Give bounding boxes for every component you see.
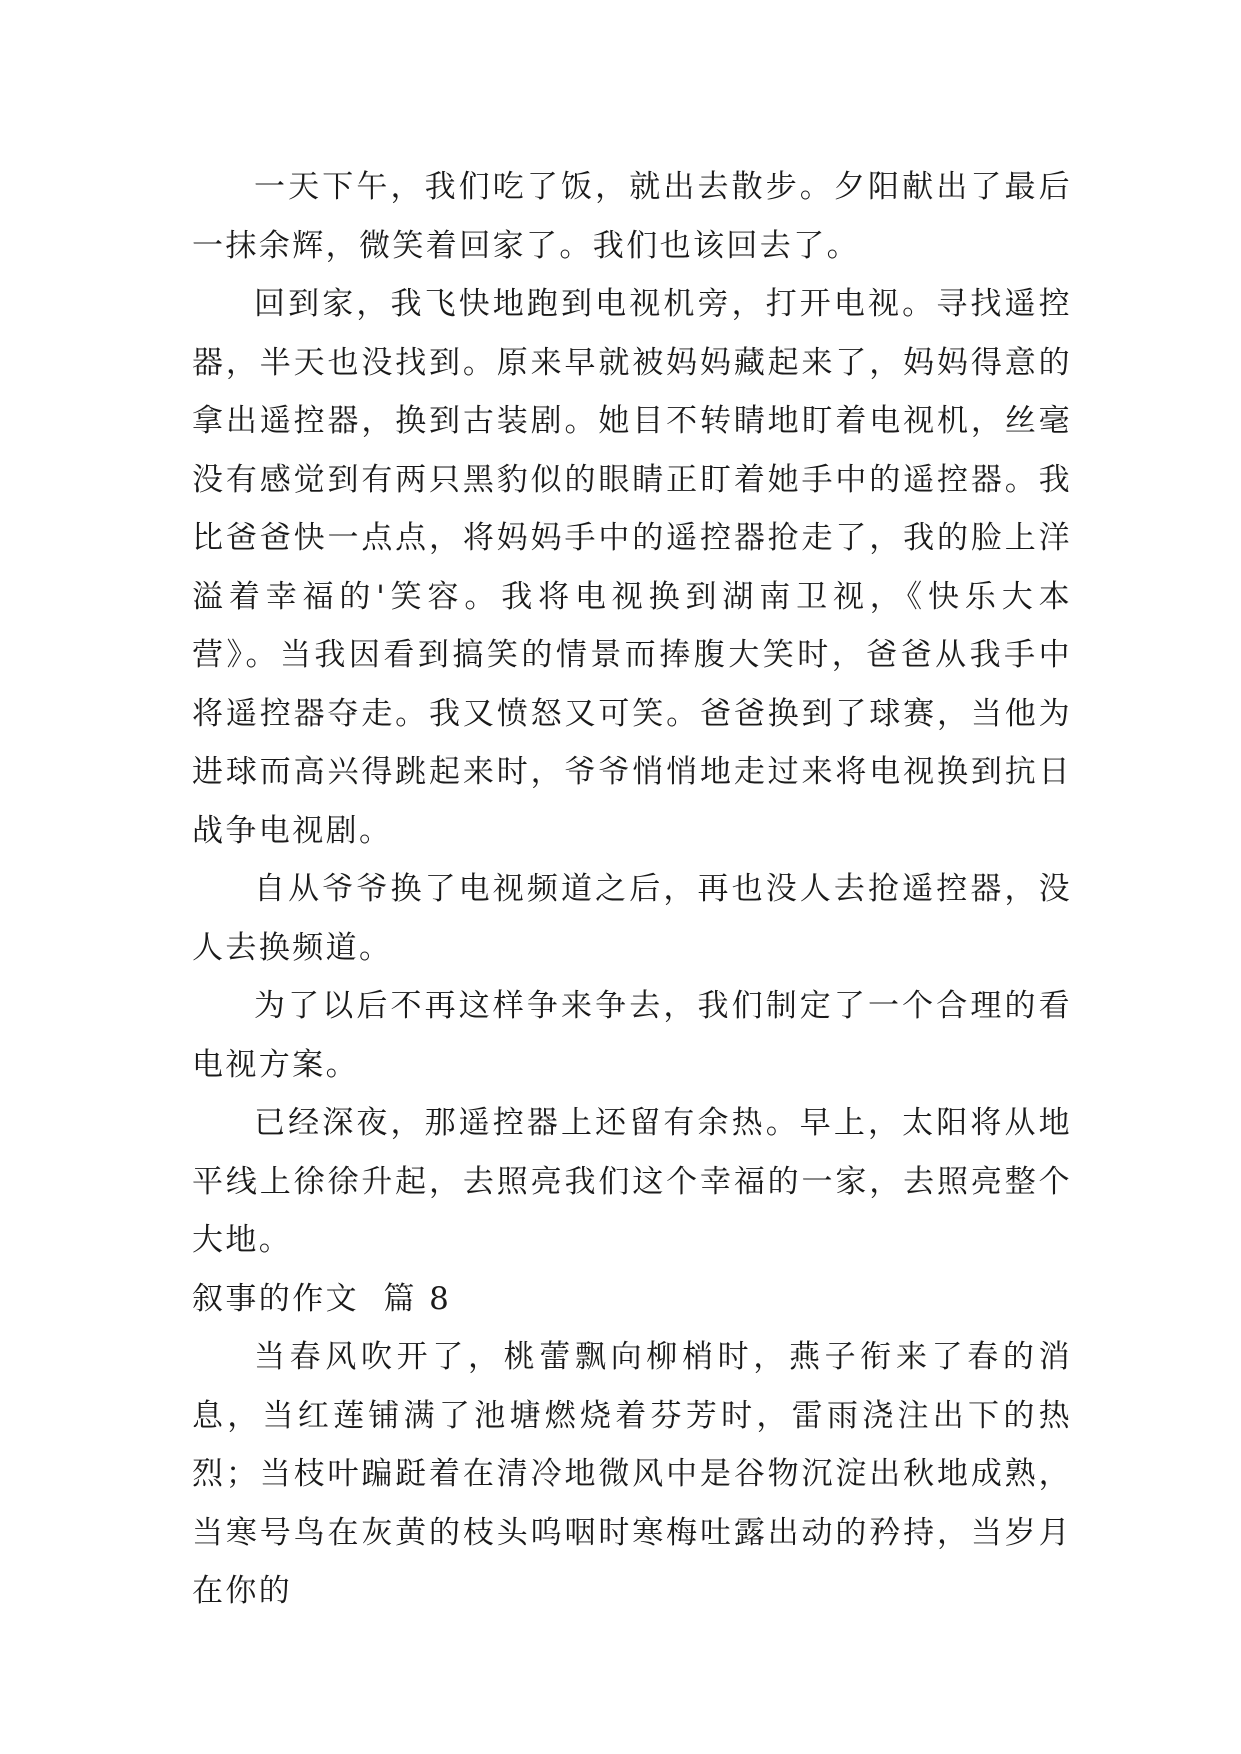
paragraph-grandpa: 自从爷爷换了电视频道之后，再也没人去抢遥控器，没人去换频道。 [192,871,1072,966]
paragraph-walk: 一天下午，我们吃了饭，就出去散步。夕阳献出了最后一抹余辉，微笑着回家了。我们也该回去了。 [192,169,1072,264]
paragraph-spring: 当春风吹开了，桃蕾飘向柳梢时，燕子衔来了春的消息，当红莲铺满了池塘燃烧着芬芳时，雷雨浇注出下的热烈；当枝叶蹁跹着在清冷地微风中是谷物沉淀出秋地成熟，当寒号鸟在灰黄的枝头呜咽时寒梅吐露出动的矜持，当岁月在你的 [192,1339,1072,1609]
section-heading: 叙事的作文 篇 8 [192,1280,452,1317]
paragraph-night: 已经深夜，那遥控器上还留有余热。早上，太阳将从地平线上徐徐升起，去照亮我们这个幸福的一家，去照亮整个大地。 [192,1105,1072,1258]
paragraph-plan: 为了以后不再这样争来争去，我们制定了一个合理的看电视方案。 [192,988,1072,1083]
document-body [192,158,1072,1621]
paragraph-remote-control: 回到家，我飞快地跑到电视机旁，打开电视。寻找遥控器，半天也没找到。原来早就被妈妈藏起来了，妈妈得意的拿出遥控器，换到古装剧。她目不转睛地盯着电视机，丝毫没有感觉到有两只黑豹似的眼睛正盯着她手中的遥控器。我比爸爸快一点点，将妈妈手中的遥控器抢走了，我的脸上洋溢着幸福的'笑容。我将电视换到湖南卫视，《快乐大本营》。当我因看到搞笑的情景而捧腹大笑时，爸爸从我手中将遥控器夺走。我又愤怒又可笑。爸爸换到了球赛，当他为进球而高兴得跳起来时，爷爷悄悄地走过来将电视换到抗日战争电视剧。 [192,286,1072,849]
